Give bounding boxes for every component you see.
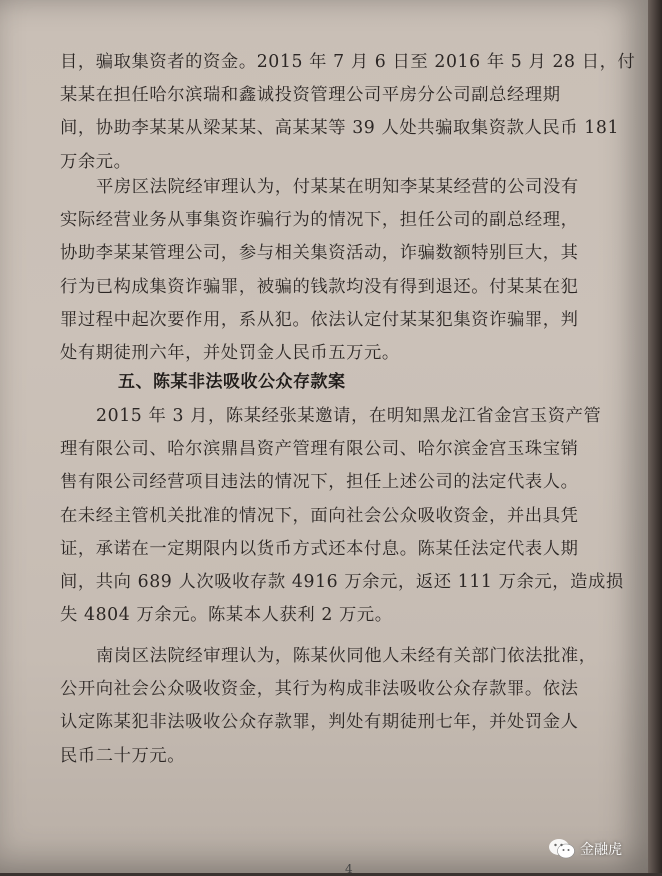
text-line: 失 4804 万余元。陈某本人获利 2 万元。 xyxy=(60,605,393,626)
text-line: 间，协助李某某从梁某某、高某某等 39 人处共骗取集资款人民币 181 xyxy=(60,118,620,139)
text-line: 万余元。 xyxy=(60,151,132,172)
paragraph-3 xyxy=(60,400,624,632)
text-line: 实际经营业务从事集资诈骗行为的情况下，担任公司的副总经理， xyxy=(60,210,579,231)
wechat-icon xyxy=(548,838,576,860)
text-line: 售有限公司经营项目违法的情况下，担任上述公司的法定代表人。 xyxy=(60,472,579,493)
text-line: 公开向社会公众吸收资金，其行为构成非法吸收公众存款罪。依法 xyxy=(60,679,579,700)
text-line: 某某在担任哈尔滨瑞和鑫诚投资管理公司平房分公司副总经理期 xyxy=(60,85,561,106)
page-number: 4 xyxy=(345,862,353,876)
text-line: 民币二十万元。 xyxy=(60,745,186,766)
page-edge-shadow xyxy=(648,0,662,873)
text-line: 理有限公司、哈尔滨鼎昌资产管理有限公司、哈尔滨金宫玉珠宝销 xyxy=(60,439,579,460)
paragraph-1 xyxy=(60,46,636,179)
text-line: 协助李某某管理公司，参与相关集资活动，诈骗数额特别巨大，其 xyxy=(60,243,579,264)
text-line: 平房区法院经审理认为，付某某在明知李某某经营的公司没有 xyxy=(96,177,579,197)
text-line: 在未经主管机关批准的情况下，面向社会公众吸收资金，并出具凭 xyxy=(60,505,579,526)
text-line: 间，共向 689 人次吸收存款 4916 万余元，返还 111 万余元，造成损 xyxy=(60,572,624,593)
paragraph-4 xyxy=(60,640,620,773)
text-line: 证，承诺在一定期限内以货币方式还本付息。陈某任法定代表人期 xyxy=(60,538,579,559)
watermark-text: 金融虎 xyxy=(580,842,622,858)
text-line: 认定陈某犯非法吸收公众存款罪，判处有期徒刑七年，并处罚金人 xyxy=(60,712,579,733)
text-line: 行为已构成集资诈骗罪，被骗的钱款均没有得到退还。付某某在犯 xyxy=(60,276,579,297)
watermark xyxy=(548,838,622,860)
text-line: 南岗区法院经审理认为，陈某伙同他人未经有关部门依法批准， xyxy=(96,646,597,666)
text-line: 2015 年 3 月，陈某经张某邀请，在明知黑龙江省金宫玉资产管 xyxy=(96,406,602,426)
text-line: 目，骗取集资者的资金。2015 年 7 月 6 日至 2016 年 5 月 28 日，付 xyxy=(60,52,636,72)
paragraph-2 xyxy=(60,171,620,370)
section-heading: 五、陈某非法吸收公众存款案 xyxy=(118,372,346,392)
text-line: 处有期徒刑六年，并处罚金人民币五万元。 xyxy=(60,343,400,364)
text-line: 罪过程中起次要作用，系从犯。依法认定付某某犯集资诈骗罪，判 xyxy=(60,309,579,330)
